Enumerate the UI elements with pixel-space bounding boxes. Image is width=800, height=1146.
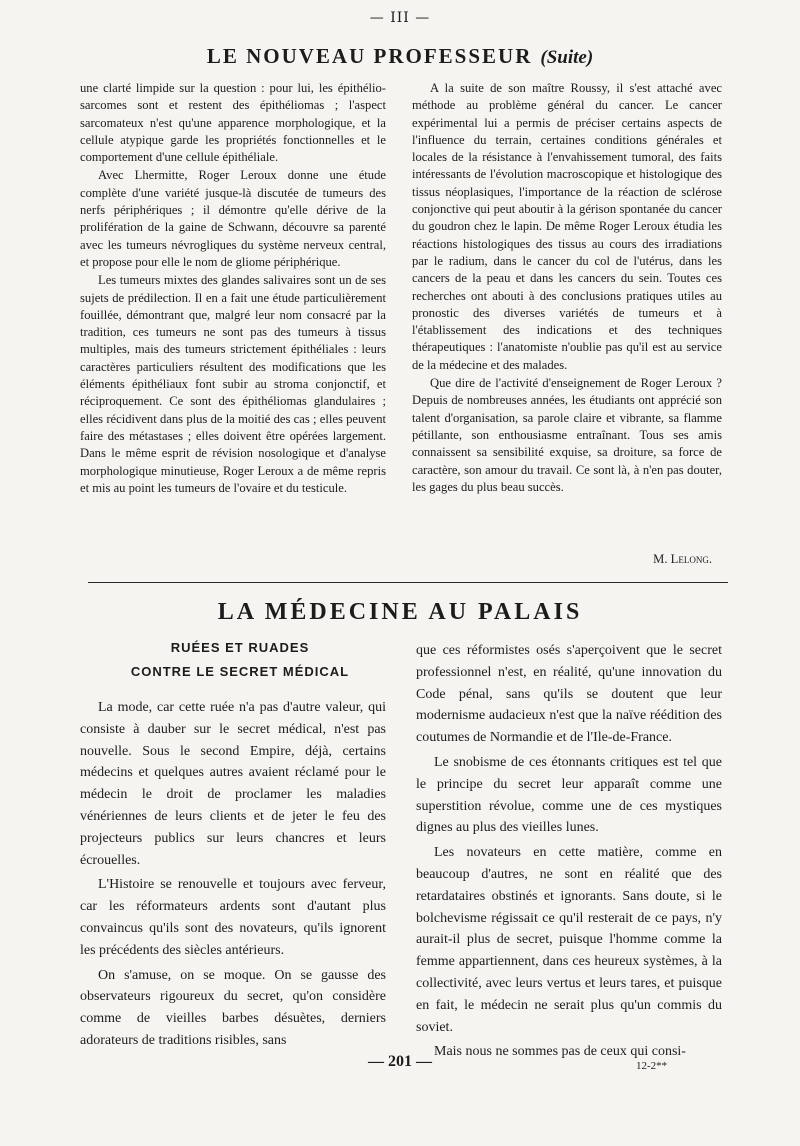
author-signature: M. Lelong. bbox=[653, 552, 712, 566]
paragraph: Que dire de l'activité d'enseignement de Roger Leroux ? Depuis de nombreuses années, les étudiants ont apprécié son talent d'organisation, sa parole claire et vibrante, sa flamme pétillante, son enthousiasme entraînant. Tous ses amis connaissent sa sensibilité exquise, sa droiture, sa force de caractère, son amour du travail. Ce sont là, à n'en pas douter, les gages du plus beau succès. bbox=[412, 376, 722, 494]
paragraph: On s'amuse, on se moque. On se gausse des observateurs rigoureux du secret, qu'on considère comme de vieilles barbes désuètes, derniers adorateurs de traditions risibles, sans bbox=[80, 967, 386, 1048]
paragraph: A la suite de son maître Roussy, il s'est attaché avec méthode au problème général du cancer. Le cancer expérimental lui a permis de préciser certains aspects de l'influence du terrain, certaines conditions générales et locales de la résistance à l'envahissement tumoral, des faits intéressants de l'évolution macroscopique et histologique des tissus néoplasiques, l'importance de la réaction de sclérose conjonctive qui peut aboutir à la gérison spontanée du cancer du goudron chez le lapin. De même Roger Leroux étudia les réactions histologiques des tissus au cours des irradiations par le radium, dans le cancer du col de l'utérus, dans les cancers de la peau et dans les cancers du sein. Toutes ces recherches ont abouti à des conclusions pratiques utiles au pronostic des diverses variétés de tumeurs et à l'établissement des indications et des techniques thérapeutiques : l'anatomiste n'oublie pas qu'il est au service de la médecine et des malades. bbox=[412, 81, 722, 372]
article1-column-right bbox=[412, 80, 722, 496]
paragraph: Avec Lhermitte, Roger Leroux donne une étude complète d'une variété jusque-là discutée de tumeurs des nerfs périphériques ; il démontre qu'elle dérive de la prolifération de la gaine de Schwann, découvre sa parenté avec les tumeurs névrogliques du système nerveux central, et propose pour elle le nom de gliome périphérique. bbox=[80, 168, 386, 269]
article2-column-left bbox=[80, 697, 386, 1052]
article2-column-right bbox=[416, 640, 722, 1063]
page-number-top: — III — bbox=[369, 10, 431, 26]
paragraph: une clarté limpide sur la question : pour lui, les épithélio-sarcomes sont et restent des épithéliomas ; l'aspect sarcomateux n'est qu'une apparence morphologique, et la cellule atypique garde les propriétés fonctionnelles et le comportement d'une cellule épithéliale. bbox=[80, 81, 386, 165]
paragraph: La mode, car cette ruée n'a pas d'autre valeur, qui consiste à dauber sur le secret médical, n'est pas nouvelle. Sous le second Empire, déjà, certains médecins et quelques autres avaient réclamé pour le médecin le droit de proclamer les maladies vénériennes de leurs clients et de jeter le feu des projecteurs publics sur leurs chancres et leurs écrouelles. bbox=[80, 700, 386, 868]
paragraph: Les novateurs en cette matière, comme en beaucoup d'autres, ne sont en réalité que des retardataires obstinés et ignorants. Sans doute, si le bolchevisme régissait ce qu'il resterait de ce pays, n'y aurait-il plus de secret, puisque l'homme comme la femme appartiennent, dans ces heureux systèmes, à la collectivité, avec leurs vertus et leurs tares, et puisque en fait, le médecin ne serait plus qu'un commis du soviet. bbox=[416, 845, 722, 1035]
article-title-medecine-au-palais: LA MÉDECINE AU PALAIS bbox=[217, 599, 583, 625]
article-title-suffix: (Suite) bbox=[540, 47, 594, 68]
section-divider bbox=[88, 582, 728, 583]
article-subtitle-line2: CONTRE LE SECRET MÉDICAL bbox=[130, 664, 350, 679]
article1-column-left bbox=[80, 80, 386, 497]
paragraph: Le snobisme de ces étonnants critiques est tel que le principe du secret leur apparaît comme une superstition révolue, comme une de ces mystiques dignes au plus des vieilles lunes. bbox=[416, 754, 722, 836]
article-title-nouveau-professeur bbox=[0, 44, 800, 69]
paragraph: Mais nous ne sommes pas de ceux qui consi- bbox=[434, 1044, 686, 1060]
paragraph: que ces réformistes osés s'aperçoivent que le secret professionnel n'est, en réalité, qu'une innovation du Code pénal, sans qu'ils se doutent que leur modernisme audacieux n'est que la naïve réédition des coutumes de Normandie et de l'Ile-de-France. bbox=[416, 643, 722, 746]
article-subtitle-line1: RUÉES ET RUADES bbox=[170, 640, 310, 655]
sheet-signature-mark: 12-2** bbox=[636, 1060, 668, 1072]
paragraph: Les tumeurs mixtes des glandes salivaires sont un de ses sujets de prédilection. Il en a fait une étude particulièrement fouillée, démontrant que, malgré leur nom consacré par la tradition, ces tumeurs ne sont pas des tumeurs à tissus multiples, mais des tumeurs strictement épithéliales : leurs caractères particuliers résultent des modifications que les éléments épithéliaux font subir au stroma conjonctif, et réciproquement. Ce sont des épithéliomas glandulaires ; elles récidivent dans plus de la moitié des cas ; elles peuvent faire des métastases ; elles doivent être opérées largement. Dans le même esprit de révision nosologique et d'analyse morphologique minutieuse, Roger Leroux a de même repris et mis au point les tumeurs de l'ovaire et du testicule. bbox=[80, 273, 386, 495]
page-number-bottom: — 201 — bbox=[368, 1053, 432, 1070]
article-title-text: LE NOUVEAU PROFESSEUR bbox=[206, 44, 533, 68]
paragraph: L'Histoire se renouvelle et toujours avec ferveur, car les réformateurs ardents sont d'autant plus convaincus qu'ils sont des novateurs, qu'ils ignorent les précédents des siècles antérieurs. bbox=[80, 877, 386, 958]
